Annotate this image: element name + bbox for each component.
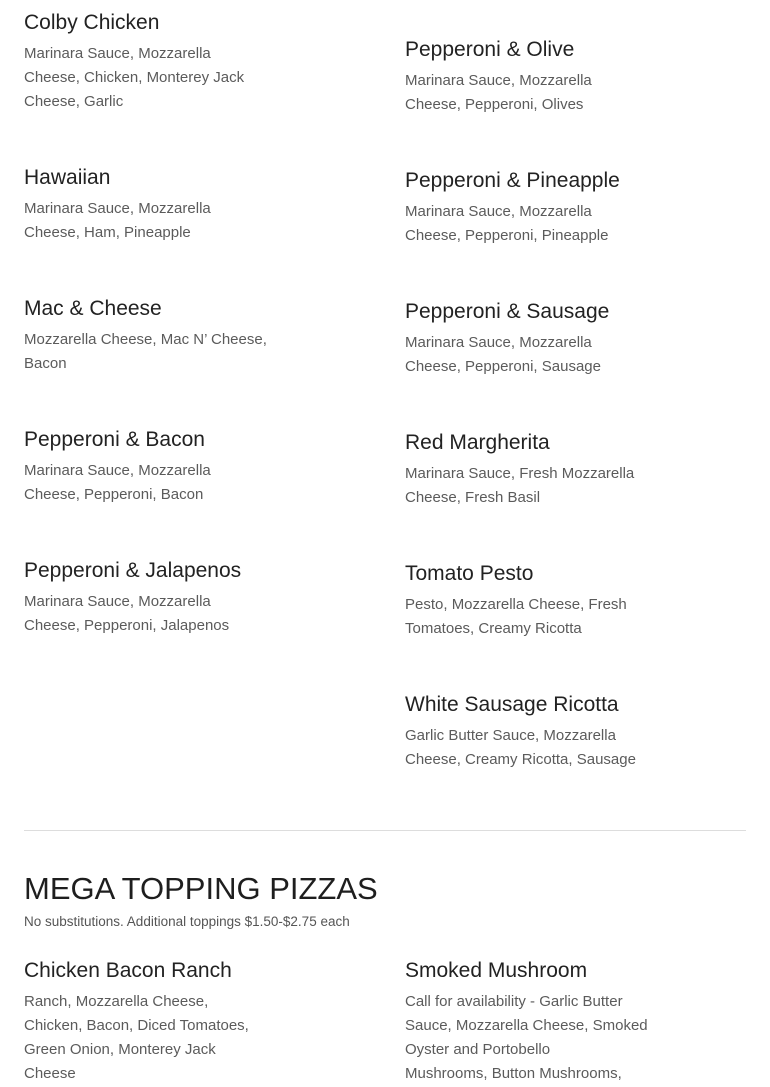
menu-item-name: Pepperoni & Jalapenos (24, 559, 242, 582)
menu-item-description: Call for availability - Garlic Butter Sauce, Mozzarella Cheese, Smoked Oyster and Portobello Mushrooms, Button Mushrooms, (405, 993, 648, 1082)
menu-item-description: Marinara Sauce, Mozzarella Cheese, Pepperoni, Jalapenos (24, 593, 230, 634)
menu-item-pepperoni-olive (405, 37, 655, 117)
menu-item-description: Marinara Sauce, Mozzarella Cheese, Pepperoni, Olives (405, 72, 592, 113)
menu-item-name: Pepperoni & Pineapple (405, 169, 620, 192)
menu-item-name: Colby Chicken (24, 11, 160, 34)
menu-item-description: Marinara Sauce, Mozzarella Cheese, Pepperoni, Bacon (24, 462, 211, 503)
menu-item-description: Pesto, Mozzarella Cheese, Fresh Tomatoes, Creamy Ricotta (405, 596, 627, 637)
menu-item-colby-chicken (24, 10, 274, 114)
menu-item-description: Marinara Sauce, Mozzarella Cheese, Pepperoni, Sausage (405, 334, 601, 375)
menu-item-pepperoni-pineapple (405, 168, 655, 248)
menu-item-pepperoni-jalapenos (24, 558, 274, 638)
menu-item-white-sausage-ricotta (405, 692, 655, 772)
menu-item-pepperoni-sausage (405, 299, 655, 379)
section-subtitle: No substitutions. Additional toppings $1.50-$2.75 each (24, 914, 350, 929)
menu-item-name: Hawaiian (24, 166, 111, 189)
menu-item-name: Tomato Pesto (405, 562, 534, 585)
menu-item-description: Marinara Sauce, Mozzarella Cheese, Chicken, Monterey Jack Cheese, Garlic (24, 45, 245, 110)
menu-item-name: Pepperoni & Olive (405, 38, 575, 61)
menu-item-description: Marinara Sauce, Mozzarella Cheese, Pepperoni, Pineapple (405, 203, 609, 244)
menu-item-description: Marinara Sauce, Fresh Mozzarella Cheese, Fresh Basil (405, 465, 635, 506)
menu-item-description: Marinara Sauce, Mozzarella Cheese, Ham, Pineapple (24, 200, 211, 241)
menu-item-red-margherita (405, 430, 655, 510)
menu-item-mac-cheese (24, 296, 274, 376)
menu-item-smoked-mushroom (405, 958, 655, 1086)
section-divider (24, 830, 746, 831)
menu-item-chicken-bacon-ranch (24, 958, 274, 1086)
section-title: MEGA TOPPING PIZZAS (24, 871, 378, 906)
menu-item-name: White Sausage Ricotta (405, 693, 619, 716)
menu-item-hawaiian (24, 165, 274, 245)
menu-item-name: Smoked Mushroom (405, 959, 588, 982)
menu-item-description: Ranch, Mozzarella Cheese, Chicken, Bacon, Diced Tomatoes, Green Onion, Monterey Jack Cheese (24, 993, 249, 1082)
menu-item-name: Pepperoni & Sausage (405, 300, 610, 323)
menu-item-name: Pepperoni & Bacon (24, 428, 205, 451)
menu-item-description: Mozzarella Cheese, Mac N’ Cheese, Bacon (24, 331, 267, 372)
menu-item-tomato-pesto (405, 561, 655, 641)
menu-item-pepperoni-bacon (24, 427, 274, 507)
menu-item-name: Mac & Cheese (24, 297, 162, 320)
menu-item-name: Chicken Bacon Ranch (24, 959, 232, 982)
menu-item-name: Red Margherita (405, 431, 550, 454)
menu-item-description: Garlic Butter Sauce, Mozzarella Cheese, Creamy Ricotta, Sausage (405, 727, 636, 768)
